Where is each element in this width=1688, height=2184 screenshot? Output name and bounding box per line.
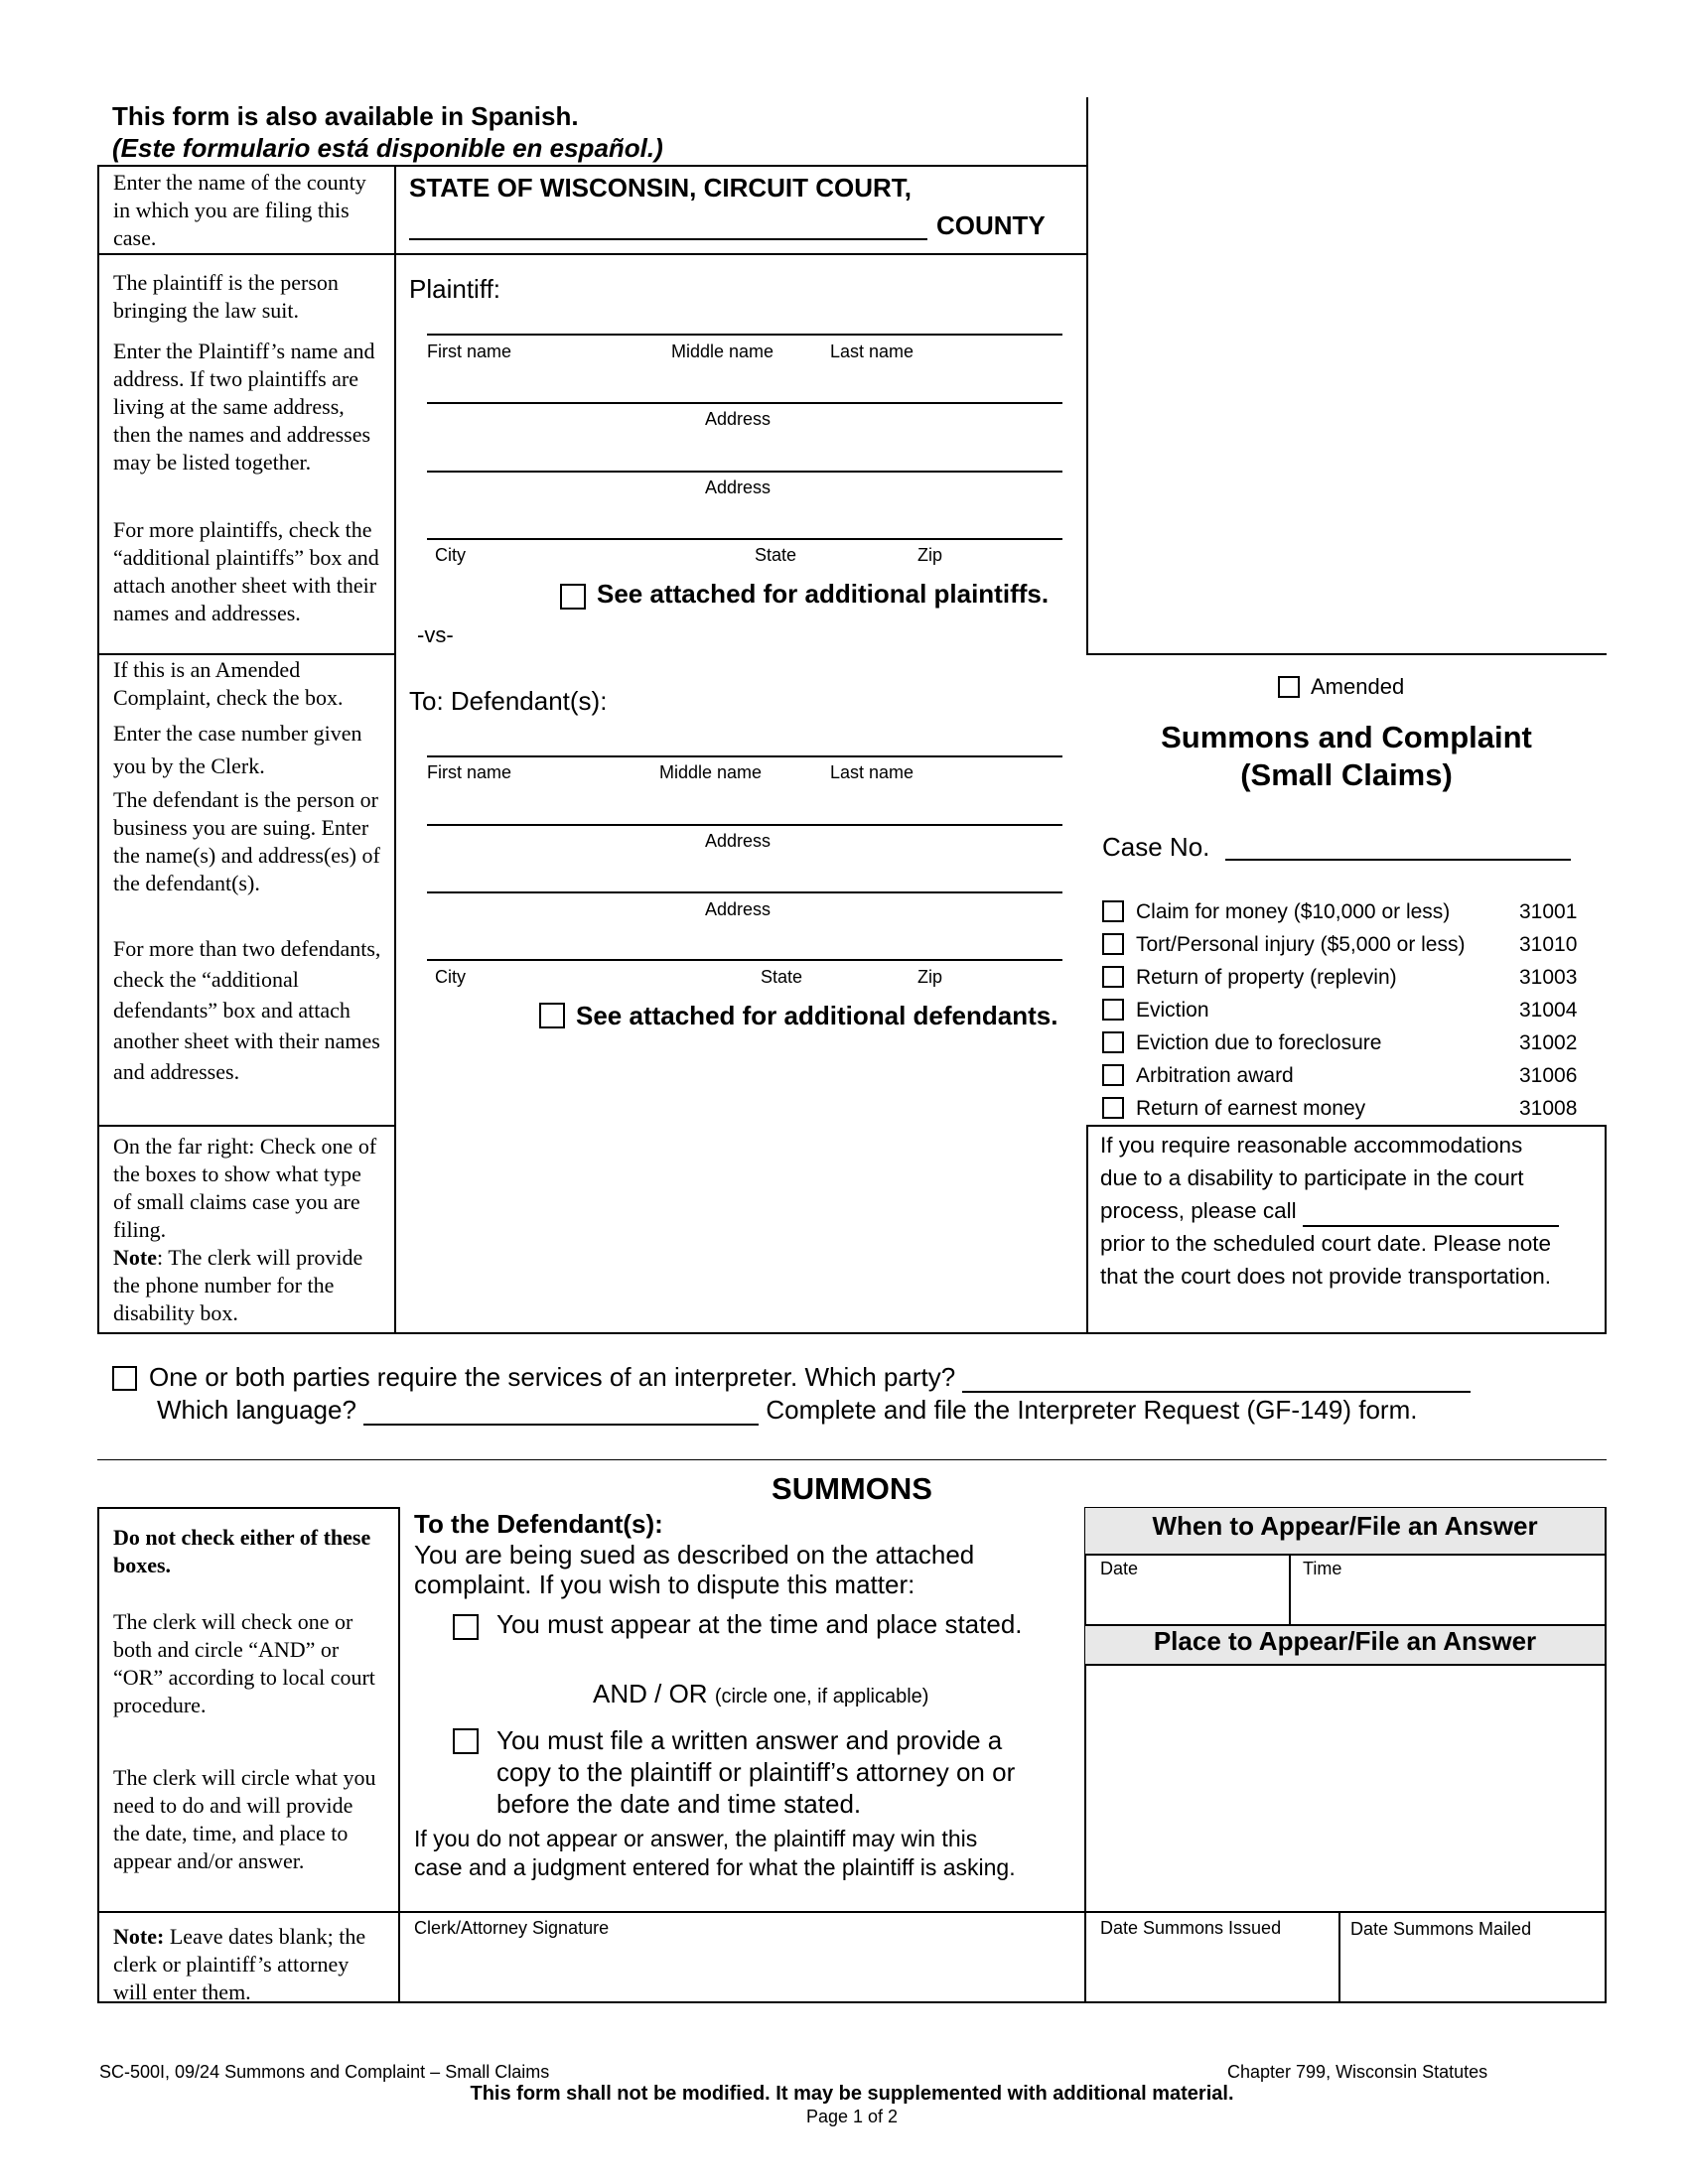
interpreter-checkbox[interactable] [112,1366,137,1391]
answer-line2: copy to the plaintiff or plaintiff’s attorney on or [496,1757,1016,1787]
additional-defendants-checkbox[interactable] [539,1003,565,1028]
appear-date-label: Date [1100,1559,1139,1578]
plaintiff-first-label: First name [427,341,512,361]
ada-line4: prior to the scheduled court date. Please note [1100,1231,1552,1256]
form-title-line1: Summons and Complaint [1161,720,1532,754]
claim-label: Claim for money ($10,000 or less) [1136,900,1451,923]
claim-row [1102,1029,1599,1062]
claim-label: Eviction due to foreclosure [1136,1031,1382,1054]
answer-line3: before the date and time stated. [496,1789,862,1819]
appear-time-label: Time [1303,1559,1342,1578]
spanish-notice-line2: (Este formulario está disponible en español.) [112,133,663,163]
appear-time-input[interactable] [1291,1578,1604,1622]
claim-label: Eviction [1136,999,1209,1022]
sidebar-amended: If this is an Amended Complaint, check the box. [113,657,344,710]
defendant-address2-input[interactable] [427,891,1062,893]
ada-line2: due to a disability to participate in the court [1100,1165,1524,1190]
interpreter-line2 [157,1395,1417,1426]
summons-title: SUMMONS [772,1471,932,1506]
defendant-last-label: Last name [830,762,914,782]
interpreter-language-label: Which language? [157,1395,356,1425]
claim-row [1102,931,1599,964]
spanish-notice-line1: This form is also available in Spanish. [112,101,579,131]
defendant-middle-label: Middle name [659,762,763,782]
sidebar-county: Enter the name of the county in which you are filing this case. [113,170,366,250]
claim-label: Arbitration award [1136,1064,1294,1087]
answer-checkbox[interactable] [453,1728,479,1754]
ada-notice [1100,1129,1597,1293]
defendant-name-input[interactable] [427,755,1062,757]
appear-option-label: You must appear at the time and place stated. [496,1609,1023,1639]
default-warning [414,1825,1016,1882]
county-label: COUNTY [936,210,1046,240]
claim-checkbox[interactable] [1102,999,1124,1021]
form-title-line2: (Small Claims) [1240,757,1453,792]
plaintiff-city-input[interactable] [427,538,1062,540]
plaintiff-last-label: Last name [830,341,914,361]
ada-line1: If you require reasonable accommodations [1100,1133,1523,1158]
claim-row [1102,1062,1599,1095]
sidebar-note [113,1244,381,1327]
signature-input[interactable] [400,1942,1082,1999]
summons-left-p2: The clerk will circle what you need to do and will provide the date, time, and place to appear and/or answer. [113,1765,376,1873]
claim-row [1102,1095,1599,1128]
sidebar-plaintiff-def: The plaintiff is the person bringing the law suit. [113,270,339,323]
sued-text [414,1540,974,1599]
defendant-label: To: Defendant(s): [409,686,608,716]
sidebar-plaintiff-more: For more plaintiffs, check the “additional plaintiffs” box and attach another sheet with their names and addresses. [113,517,379,625]
and-or-line [593,1679,928,1709]
court-line1: STATE OF WISCONSIN, CIRCUIT COURT, [409,173,913,203]
claim-code: 31004 [1519,999,1578,1022]
appear-checkbox[interactable] [453,1614,479,1640]
sued-line1: You are being sued as described on the attached [414,1540,975,1570]
spanish-notice [112,100,663,164]
amended-label: Amended [1311,674,1405,699]
vs-label: -vs- [417,622,454,647]
interpreter-party-input[interactable] [962,1367,1471,1393]
defendant-city-input[interactable] [427,959,1062,961]
form-title [1086,719,1607,794]
defendant-zip-label: Zip [917,967,943,987]
ada-line3-text: process, please call [1100,1198,1297,1223]
claim-checkbox[interactable] [1102,933,1124,955]
plaintiff-address2-label: Address [705,478,772,497]
sidebar-defendant-more: For more than two defendants, check the “additional defendants” box and attach another sheet with their names and addresses. [113,936,381,1084]
place-input[interactable] [1086,1666,1604,1909]
place-header-label: Place to Appear/File an Answer [1153,1626,1537,1656]
issued-input[interactable] [1086,1942,1336,1999]
answer-line1: You must file a written answer and provide a [496,1725,1003,1755]
summons-left-bold: Do not check either of these boxes. [113,1525,371,1577]
claim-code: 31008 [1519,1097,1578,1120]
defendant-state-label: State [761,967,803,987]
warning-line1: If you do not appear or answer, the plaintiff may win this [414,1826,978,1851]
interpreter-instruction: Complete and file the Interpreter Request (GF-149) form. [766,1395,1418,1425]
claim-row [1102,964,1599,997]
plaintiff-city-label: City [435,545,466,565]
mailed-label: Date Summons Mailed [1350,1919,1532,1939]
mailed-input[interactable] [1340,1942,1604,1999]
claim-code: 31010 [1519,933,1578,956]
to-defendants-label: To the Defendant(s): [414,1509,663,1539]
claim-code: 31002 [1519,1031,1578,1054]
claim-label: Tort/Personal injury ($5,000 or less) [1136,933,1466,956]
sidebar-note-text: : The clerk will provide the phone number for the disability box. [113,1245,363,1325]
interpreter-language-input[interactable] [363,1400,759,1426]
additional-plaintiffs-checkbox[interactable] [560,584,586,610]
claim-code: 31003 [1519,966,1578,989]
plaintiff-label: Plaintiff: [409,274,501,304]
circle-one-note: (circle one, if applicable) [714,1686,929,1707]
plaintiff-address2-input[interactable] [427,471,1062,473]
defendant-first-label: First name [427,762,512,782]
and-or-label: AND / OR [593,1679,708,1708]
interpreter-line1 [149,1362,1471,1393]
plaintiff-address1-input[interactable] [427,402,1062,404]
defendant-address1-label: Address [705,831,772,851]
ada-line5: that the court does not provide transportation. [1100,1264,1552,1289]
chapter-ref: Chapter 799, Wisconsin Statutes [1227,2062,1488,2082]
claim-label: Return of earnest money [1136,1097,1366,1120]
claim-label: Return of property (replevin) [1136,966,1397,989]
defendant-address1-input[interactable] [427,824,1062,826]
plaintiff-middle-label: Middle name [671,341,774,361]
plaintiff-state-label: State [755,545,797,565]
claim-row [1102,997,1599,1029]
warning-line2: case and a judgment entered for what the plaintiff is asking. [414,1854,1016,1880]
answer-option [496,1724,1015,1820]
summons-note-label: Note: [113,1924,165,1949]
county-input[interactable] [409,238,927,240]
claim-checkbox[interactable] [1102,1031,1124,1053]
page-number: Page 1 of 2 [805,2107,899,2126]
claim-checkbox[interactable] [1102,900,1124,922]
sidebar-plaintiff-enter: Enter the Plaintiff’s name and address. If two plaintiffs are living at the same address, then the names and addresses may be listed together. [113,339,375,475]
amended-checkbox[interactable] [1278,676,1300,698]
summons-note-text: Leave dates blank; the clerk or plaintiff’s attorney will enter them. [113,1924,366,2004]
ada-phone-input[interactable] [1303,1205,1559,1227]
form-id: SC-500I, 09/24 Summons and Complaint – Small Claims [99,2062,550,2082]
sidebar-defendant-def: The defendant is the person or business you are suing. Enter the name(s) and address(es) of the defendant(s). [113,787,380,895]
claim-checkbox[interactable] [1102,966,1124,988]
claim-checkbox[interactable] [1102,1064,1124,1086]
additional-defendants-label: See attached for additional defendants. [576,1001,1058,1030]
sidebar-far-right: On the far right: Check one of the boxes to show what type of small claims case you are filing. [113,1134,377,1242]
defendant-city-label: City [435,967,466,987]
plaintiff-name-input[interactable] [427,334,1062,336]
additional-plaintiffs-label: See attached for additional plaintiffs. [597,579,1050,609]
summons-left-p1: The clerk will check one or both and circle “AND” or “OR” according to local court procedure. [113,1609,375,1717]
summons-left-note [113,1923,381,2006]
issued-label: Date Summons Issued [1100,1918,1282,1938]
claim-checkbox[interactable] [1102,1097,1124,1119]
plaintiff-zip-label: Zip [917,545,943,565]
claim-code: 31006 [1519,1064,1578,1087]
when-header-label: When to Appear/File an Answer [1152,1511,1538,1541]
plaintiff-address1-label: Address [705,409,772,429]
sidebar-case-number: Enter the case number given you by the Clerk. [113,721,362,778]
sued-line2: complaint. If you wish to dispute this matter: [414,1570,915,1599]
claim-code: 31001 [1519,900,1578,923]
sidebar-note-label: Note [113,1245,157,1270]
case-no-input[interactable] [1225,859,1571,861]
signature-label: Clerk/Attorney Signature [414,1918,610,1938]
footer-notice: This form shall not be modified. It may be supplemented with additional material. [470,2083,1234,2105]
defendant-address2-label: Address [705,899,772,919]
interpreter-line1-text: One or both parties require the services of an interpreter. Which party? [149,1362,956,1392]
case-no-label: Case No. [1102,832,1210,862]
appear-date-input[interactable] [1086,1578,1288,1622]
court-heading [409,173,912,204]
claim-row [1102,898,1599,931]
ada-line3 [1100,1194,1597,1227]
